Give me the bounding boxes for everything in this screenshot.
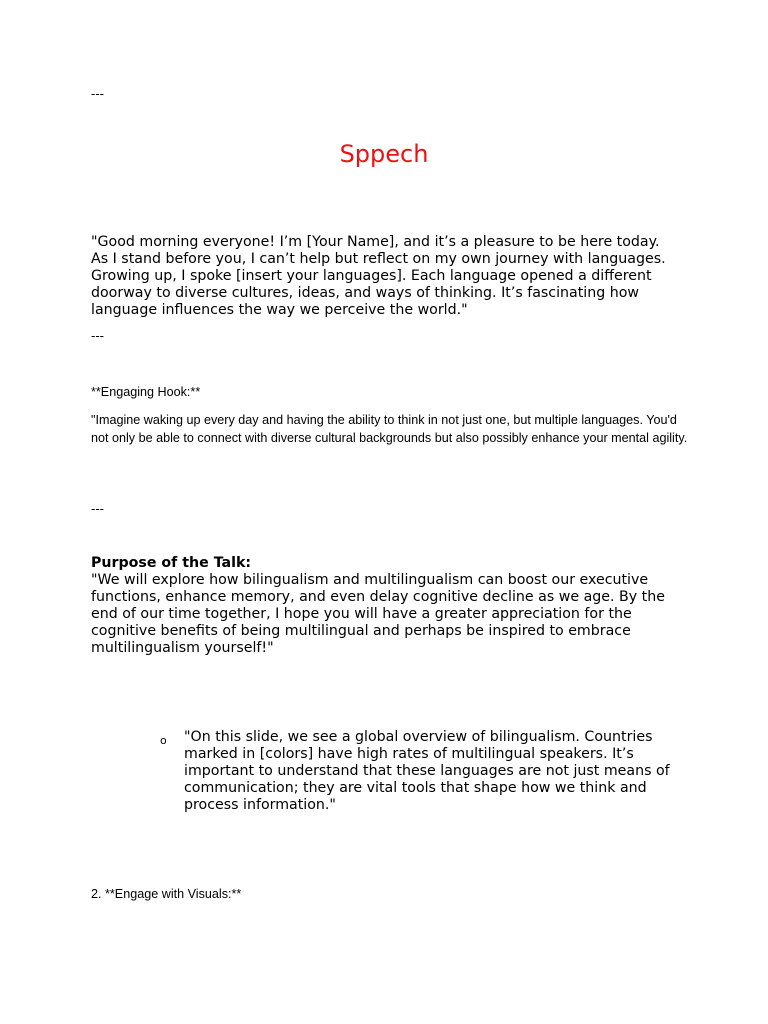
bullet-text: "On this slide, we see a global overview of bilingualism. Countries marked in [colors] have high rates of multilingual speakers. It’s important to understand that these languages are not just means of communication; they are vital tools that shape how we think and process information.": [184, 729, 670, 813]
separator-3: ---: [91, 502, 104, 516]
hook-heading: **Engaging Hook:**: [91, 385, 201, 399]
purpose-text: "We will explore how bilingualism and multilingualism can boost our executive functions, enhance memory, and even delay cognitive decline as we age. By the end of our time together, I hope you will have a greater appreciation for the cognitive benefits of being multilingual and perhaps be inspired to embrace multilingualism yourself!": [91, 572, 665, 656]
page-title: Sppech: [339, 140, 429, 168]
purpose-heading: Purpose of the Talk:: [91, 555, 252, 571]
separator-2: ---: [91, 329, 104, 343]
bullet-marker: o: [160, 734, 167, 747]
intro-paragraph: "Good morning everyone! I’m [Your Name], and it’s a pleasure to be here today. As I stand before you, I can’t help but reflect on my own journey with languages. Growing up, I spoke [insert your languages]. Each language opened a different doorway to diverse cultures, ideas, and ways of thinking. It’s fascinating how language influences the way we perceive the world.": [91, 234, 666, 318]
visuals-heading: 2. **Engage with Visuals:**: [91, 887, 242, 901]
separator-1: ---: [91, 87, 104, 101]
hook-text: "Imagine waking up every day and having the ability to think in not just one, but multiple languages. You'd not only be able to connect with diverse cultural backgrounds but also possibly enhance your mental agility.: [91, 413, 688, 445]
